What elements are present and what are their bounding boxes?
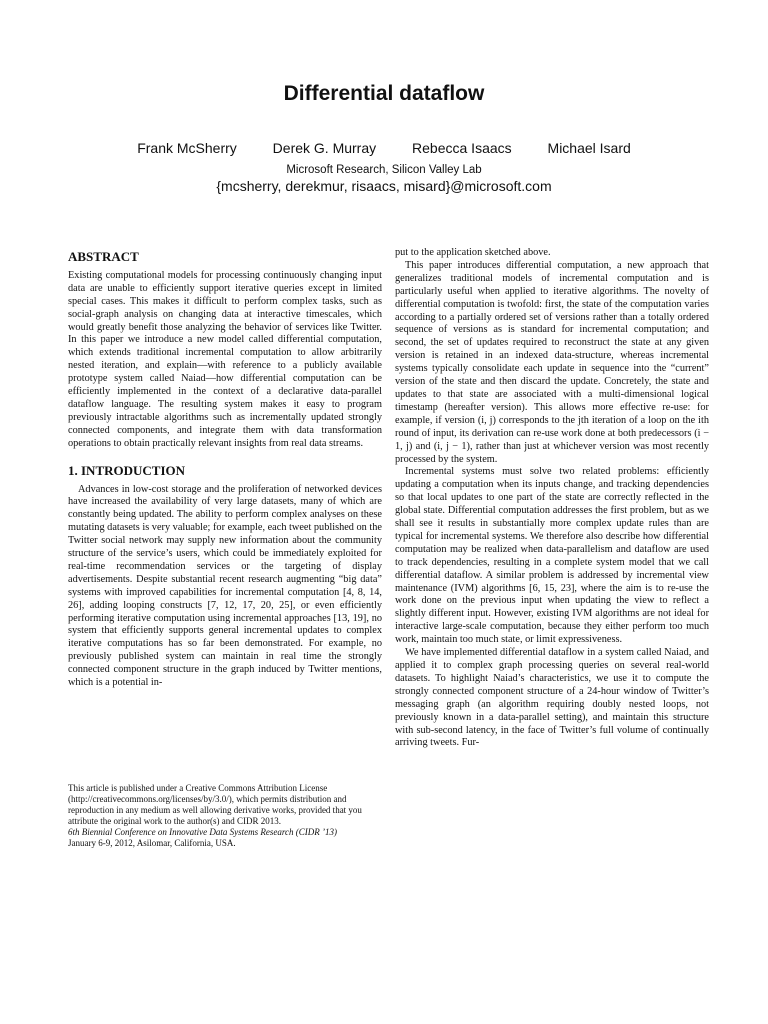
right-column bbox=[395, 247, 709, 750]
footnote bbox=[68, 783, 382, 849]
introduction-heading: 1. INTRODUCTION bbox=[68, 462, 186, 478]
intro-paragraph-1: Advances in low-cost storage and the proliferation of networked devices have increased the availability of very large datasets, many of which are constantly being updated. The ability to perform complex analyses on these mutating datasets is very valuable; for example, each tweet published on the Twitter social network may supply new information about the community structure of the service’s users, which could be immediately exploited for real-time recommendation services or the targeting of display advertisements. Despite substantial recent research augmenting “big data” systems with improved capabilities for incremental computation [4, 8, 14, 26], adding looping constructs [7, 12, 17, 20, 25], or even efficiently performing iterative computation using incremental approaches [13, 19], no system that efficiently supports general incremental updates to complex iterative computations has so far been demonstrated. For example, no previously published system can maintain in real time the strongly connected component structure in the graph induced by Twitter mentions, which is a potential in- bbox=[68, 483, 382, 689]
affiliation: Microsoft Research, Silicon Valley Lab bbox=[286, 164, 482, 176]
author-emails: {mcsherry, derekmur, risaacs, misard}@microsoft.com bbox=[216, 178, 552, 194]
author-name: Rebecca Isaacs bbox=[412, 140, 512, 156]
left-column bbox=[68, 247, 382, 690]
abstract-heading: ABSTRACT bbox=[68, 249, 139, 264]
intro-paragraph-4: We have implemented differential dataflow in a system called Naiad, and applied it to complex graph processing queries on several real-world datasets. To highlight Naiad’s characteristics, we use it to compute the strongly connected component structure of a 24-hour window of Twitter’s messaging graph (an algorithm requiring doubly nested loops, not previously known in a data-parallel setting), and maintain this structure with sub-second latency, in the face of Twitter’s full volume of continually arriving tweets. Fur- bbox=[395, 647, 709, 749]
author-name: Michael Isard bbox=[547, 140, 631, 156]
conference-note: 6th Biennial Conference on Innovative Data Systems Research (CIDR ’13) bbox=[68, 827, 338, 837]
conference-location: January 6-9, 2012, Asilomar, California, USA. bbox=[68, 838, 236, 848]
license-note: This article is published under a Creative Commons Attribution License (http://creativecommons.org/licenses/by/3.0/), which permits distribution and reproduction in any medium as well allowing derivative works, provided that you attribute the original work to the author(s) and CIDR 2013. bbox=[68, 783, 362, 826]
intro-paragraph-3: Incremental systems must solve two related problems: efficiently updating a computation when its inputs change, and tracking dependencies so that local updates to one part of the state are correctly reflected in the global state. Differential computation addresses the first problem, but as we shall see it results in substantially more complex update rules than are typical for incremental systems. We therefore also describe how differential computation may be realized when data-parallelism and dataflow are used to track dependencies, resulting in a complete system model that we call differential dataflow. A similar problem is addressed by incremental view maintenance (IVM) algorithms [6, 15, 23], where the aim is to re-use the work done on the previous input when updating the view to reflect a slightly different input. However, existing IVM algorithms are not ideal for interactive large-scale computation, because they either perform too much work, maintain too much state, or limit expressiveness. bbox=[395, 466, 709, 646]
author-name: Derek G. Murray bbox=[272, 140, 377, 156]
intro-paragraph-2: This paper introduces differential computation, a new approach that generalizes traditional models of incremental computation and is particularly useful when applied to iterative algorithms. The novelty of differential computation is twofold: first, the state of the computation varies according to a partially ordered set of versions rather than a totally ordered sequence of versions as is standard for incremental computation; and second, the set of updates required to reconstruct the state at any given version is retained in an indexed data-structure, whereas incremental systems typically consolidate each update in sequence into the “current” version of the state and then discard the update. Concretely, the state and updates to that state are associated with a multi-dimensional logical timestamp (hereafter version). This allows more effective re-use: for example, if version (i, j) corresponds to the jth iteration of a loop on the ith round of input, its derivation can re-use work done at both predecessors (i − 1, j) and (i, j − 1), rather than just at whichever version was most recently processed by the system. bbox=[395, 259, 709, 465]
author-list bbox=[0, 140, 768, 156]
paper-title: Differential dataflow bbox=[283, 82, 485, 105]
intro-paragraph-1-continued: put to the application sketched above. bbox=[395, 247, 551, 258]
abstract-text: Existing computational models for processing continuously changing input data are unable to efficiently support iterative queries except in limited special cases. This makes it difficult to perform complex tasks, such as social-graph analysis on changing data at interactive timescales, which would greatly benefit those analyzing the behavior of services like Twitter. In this paper we introduce a new model called differential computation, which extends traditional incremental computation to allow arbitrarily nested iteration, and explain—with reference to a publicly available prototype system called Naiad—how differential computation can be efficiently implemented in the context of a declarative data-parallel dataflow language. The resulting system makes it easy to program previously intractable algorithms such as incrementally updated strongly connected components, and integrate them with data transformation operations to obtain practically relevant insights from real data streams. bbox=[68, 269, 382, 449]
author-name: Frank McSherry bbox=[137, 140, 237, 156]
